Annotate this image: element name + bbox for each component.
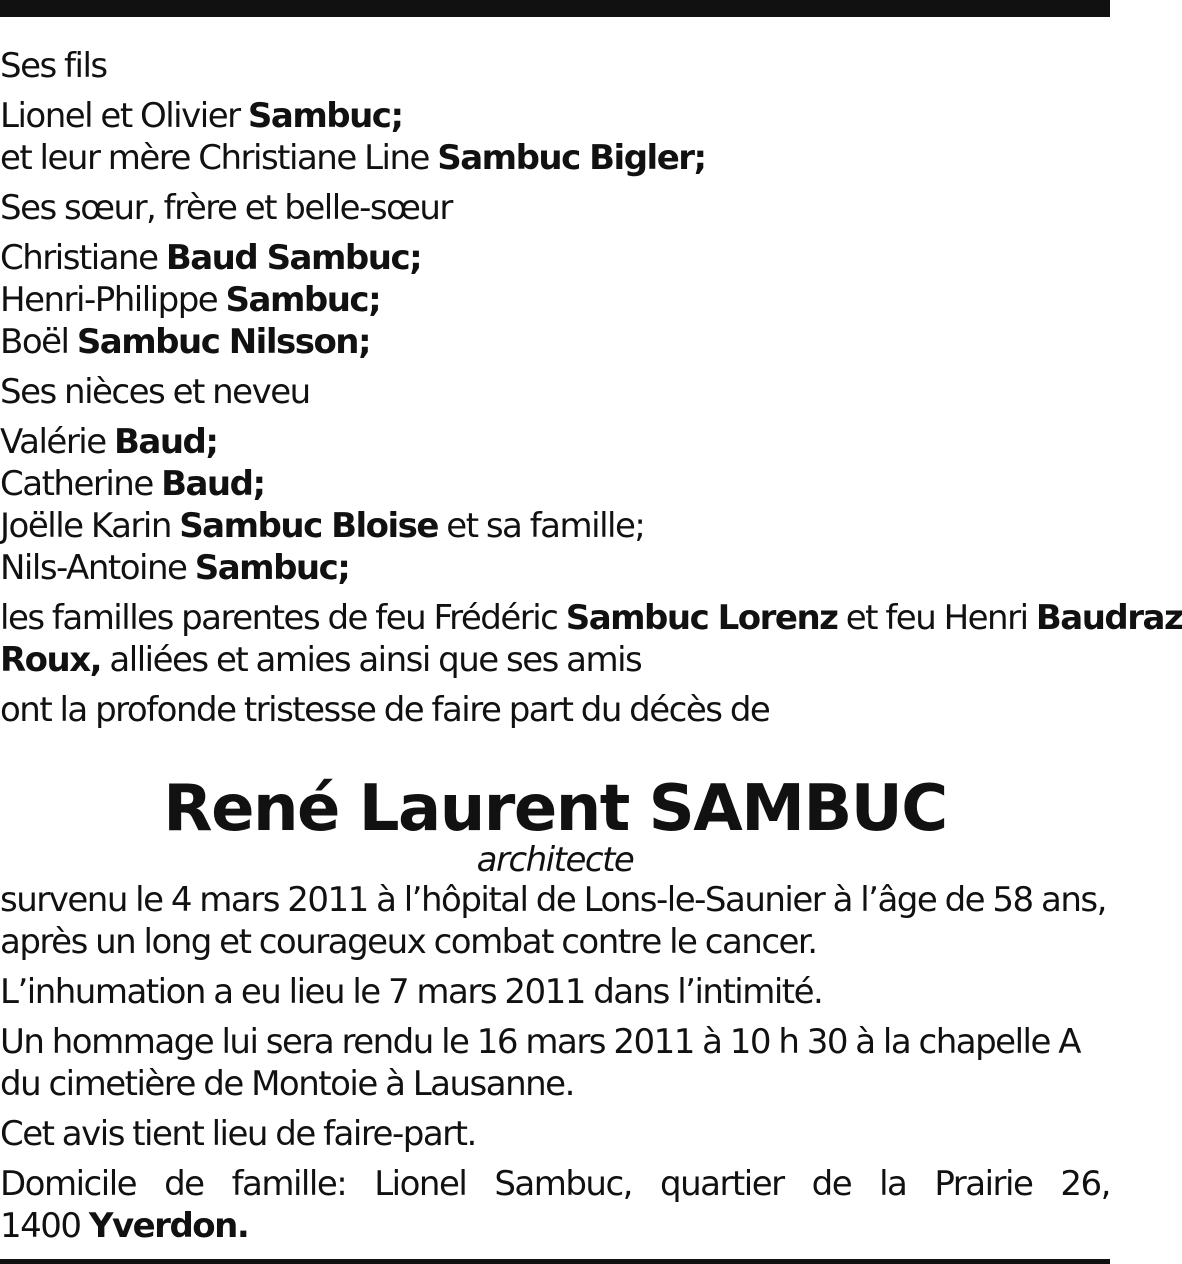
obituary-notice — [0, 45, 1182, 1247]
bottom-rule — [0, 1259, 1110, 1264]
domicile-word: famille: — [231, 1164, 347, 1204]
tribute-line-1: Un hommage lui sera rendu le 16 mars 2011 à 10 h 30 à la chapelle A — [0, 1022, 1080, 1062]
death-line-2: après un long et courageux combat contre le cancer. — [0, 922, 817, 962]
deceased-profession: architecte — [476, 840, 634, 880]
nieces-heading: Ses nièces et neveu — [0, 372, 310, 412]
sibling-line — [0, 279, 1110, 321]
domicile-word: quartier — [659, 1164, 784, 1204]
relatives-suffix: alliées et amies ainsi que ses amis — [109, 640, 642, 680]
domicile-postcode: 1400 — [0, 1206, 81, 1246]
domicile-line — [0, 1163, 1110, 1205]
sibling-line — [0, 321, 1110, 363]
niece-first-name: Catherine — [0, 464, 153, 504]
niece-suffix: et sa famille; — [446, 506, 645, 546]
sons-names: Lionel et Olivier — [0, 96, 240, 136]
death-line-1: survenu le 4 mars 2011 à l’hôpital de Lons-le-Saunier à l’âge de 58 ans, — [0, 880, 1106, 920]
niece-surname: Baud; — [113, 422, 218, 462]
sibling-first-name: Christiane — [0, 238, 158, 278]
nephew-first-name: Nils-Antoine — [0, 548, 187, 588]
sibling-first-name: Henri-Philippe — [0, 280, 218, 320]
sibling-surname: Baud Sambuc; — [165, 238, 422, 278]
sibling-first-name: Boël — [0, 322, 69, 362]
tribute-line-2: du cimetière de Montoie à Lausanne. — [0, 1064, 574, 1104]
relatives-line — [0, 597, 1182, 639]
mother-surname: Sambuc Bigler; — [437, 138, 706, 178]
sibling-surname: Sambuc; — [225, 280, 381, 320]
sibling-surname: Sambuc Nilsson; — [76, 322, 371, 362]
domicile-word: Domicile — [0, 1164, 137, 1204]
relatives-line-2 — [0, 639, 1110, 681]
domicile-town-line — [0, 1205, 1110, 1247]
burial-line: L’inhumation a eu lieu le 7 mars 2011 dans l’intimité. — [0, 972, 823, 1012]
nephew-line — [0, 547, 1110, 589]
sons-line — [0, 95, 1110, 137]
siblings-heading: Ses sœur, frère et belle-sœur — [0, 188, 452, 228]
mother-line — [0, 137, 1110, 179]
niece-line — [0, 463, 1110, 505]
domicile-town: Yverdon. — [88, 1206, 249, 1246]
niece-surname: Sambuc Bloise — [179, 506, 438, 546]
niece-surname: Baud; — [161, 464, 265, 504]
domicile-word: Sambuc, — [494, 1164, 632, 1204]
niece-first-name: Valérie — [0, 422, 106, 462]
deceased-name: René Laurent SAMBUC — [163, 772, 947, 846]
domicile-word: de — [811, 1164, 852, 1204]
mother-prefix: et leur mère Christiane Line — [0, 138, 429, 178]
relatives-name-2b: Roux, — [0, 640, 102, 680]
domicile-word: de — [164, 1164, 204, 1204]
nephew-surname: Sambuc; — [194, 548, 350, 588]
domicile-word: Prairie — [934, 1164, 1033, 1204]
niece-first-name: Joëlle Karin — [0, 506, 171, 546]
announcement-line: ont la profonde tristesse de faire part du décès de — [0, 690, 770, 730]
domicile-word: Lionel — [374, 1164, 467, 1204]
domicile-word: la — [879, 1164, 907, 1204]
relatives-prefix: les familles parentes de feu Frédéric — [0, 598, 558, 638]
niece-line — [0, 421, 1110, 463]
sons-heading: Ses fils — [0, 46, 107, 86]
domicile-word: 26, — [1060, 1164, 1110, 1204]
relatives-name-2a: Baudraz — [1035, 598, 1182, 638]
niece-line — [0, 505, 1110, 547]
sibling-line — [0, 237, 1110, 279]
relatives-name-1: Sambuc Lorenz — [565, 598, 838, 638]
sons-surname: Sambuc; — [247, 96, 403, 136]
notice-line: Cet avis tient lieu de faire-part. — [0, 1114, 476, 1154]
relatives-middle: et feu Henri — [845, 598, 1028, 638]
top-rule — [0, 0, 1110, 17]
